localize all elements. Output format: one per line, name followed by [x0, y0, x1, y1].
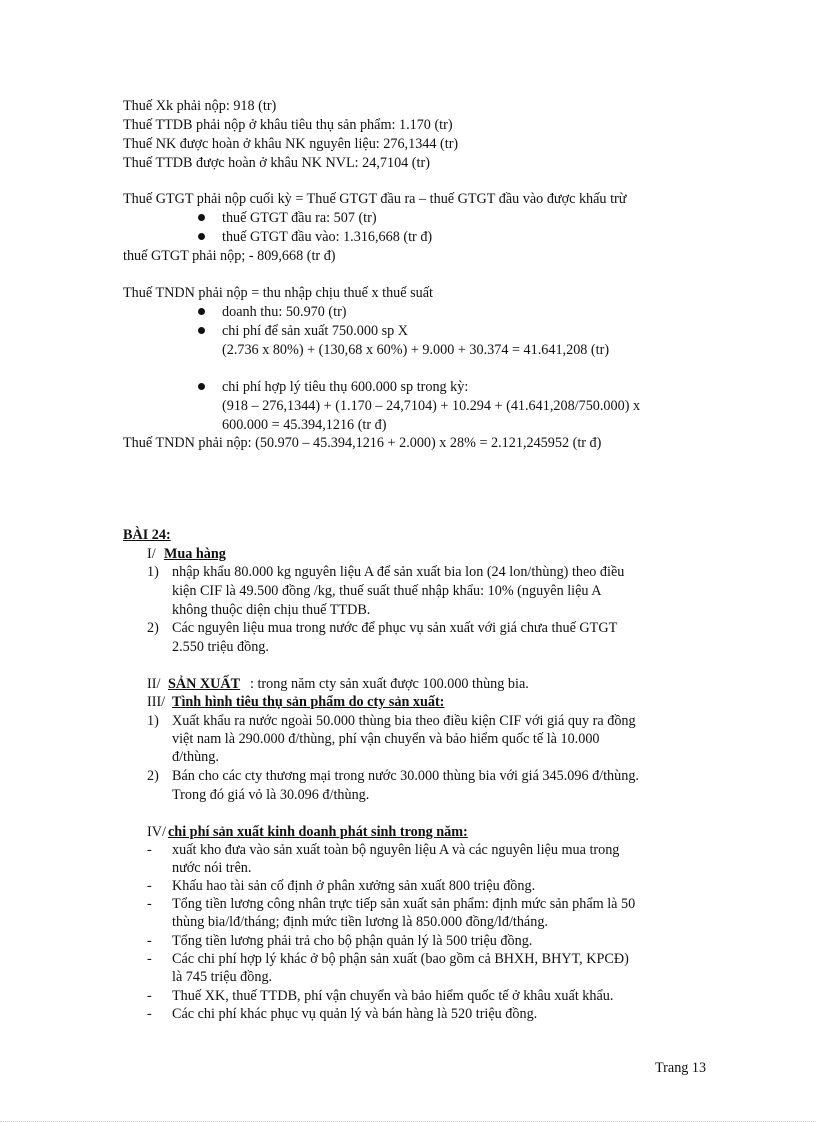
dash-icon: -	[147, 988, 152, 1004]
revenue: doanh thu: 50.970 (tr)	[222, 304, 347, 320]
purchase-2-line-1: Các nguyên liệu mua trong nước để phục vụ sản xuất với giá chưa thuế GTGT	[172, 620, 618, 636]
purchase-1-number: 1)	[147, 564, 159, 580]
cost-production-calc: (2.736 x 80%) + (130,68 x 60%) + 9.000 + 30.374 = 41.641,208 (tr)	[222, 342, 610, 358]
cost-item-4: Tổng tiền lương phải trả cho bộ phận quản lý là 500 triệu đồng.	[172, 933, 533, 949]
section-1-number: I/	[147, 546, 156, 562]
tax-nk-refund: Thuế NK được hoàn ở khâu NK nguyên liệu: 276,1344 (tr)	[123, 136, 459, 152]
sale-2-number: 2)	[147, 768, 159, 784]
section-2-title: SẢN XUẤT	[168, 676, 241, 692]
bullet-icon	[198, 233, 205, 240]
bullet-icon	[198, 383, 205, 390]
tndn-formula: Thuế TNDN phải nộp = thu nhập chịu thuế x thuế suất	[123, 285, 433, 301]
purchase-1-line-1: nhập khẩu 80.000 kg nguyên liệu A để sản xuất bia lon (24 lon/thùng) theo điều	[172, 564, 625, 580]
cost-production: chi phí để sản xuất 750.000 sp X	[222, 323, 408, 339]
section-2-text: : trong năm cty sản xuất được 100.000 thùng bia.	[250, 676, 529, 692]
purchase-1-line-3: không thuộc diện chịu thuế TTDB.	[172, 602, 371, 618]
cost-item-3-line-2: thùng bia/lđ/tháng; định mức tiền lương là 850.000 đồng/lđ/tháng.	[172, 914, 548, 930]
purchase-2-number: 2)	[147, 620, 159, 636]
dash-icon: -	[147, 842, 152, 858]
section-3-number: III/	[147, 694, 166, 710]
sale-2-line-1: Bán cho các cty thương mại trong nước 30.000 thùng bia với giá 345.096 đ/thùng.	[172, 768, 639, 784]
cost-item-6: Thuế XK, thuế TTDB, phí vận chuyển và bảo hiểm quốc tế ở khâu xuất khẩu.	[172, 988, 614, 1004]
bullet-icon	[198, 308, 205, 315]
sale-1-line-3: đ/thùng.	[172, 749, 219, 765]
cost-sold-calc-1: (918 – 276,1344) + (1.170 – 24,7104) + 10.294 + (41.641,208/750.000) x	[222, 398, 641, 414]
bullet-icon	[198, 214, 205, 221]
cost-item-1-line-1: xuất kho đưa vào sản xuất toàn bộ nguyên liệu A và các nguyên liệu mua trong	[172, 842, 620, 858]
cost-item-1-line-2: nước nói trên.	[172, 860, 252, 876]
sale-2-line-2: Trong đó giá vỏ là 30.096 đ/thùng.	[172, 787, 370, 803]
bullet-icon	[198, 327, 205, 334]
tax-xk: Thuế Xk phải nộp: 918 (tr)	[123, 98, 277, 114]
cost-item-7: Các chi phí khác phục vụ quản lý và bán hàng là 520 triệu đồng.	[172, 1006, 538, 1022]
sale-1-number: 1)	[147, 713, 159, 729]
dash-icon: -	[147, 878, 152, 894]
cost-item-2: Khấu hao tài sản cố định ở phân xưởng sản xuất 800 triệu đồng.	[172, 878, 536, 894]
tax-ttdb: Thuế TTDB phải nộp ở khâu tiêu thụ sản phẩm: 1.170 (tr)	[123, 117, 453, 133]
gtgt-input: thuế GTGT đầu vào: 1.316,668 (tr đ)	[222, 229, 433, 245]
section-3-title: Tình hình tiêu thụ sản phẩm do cty sản xuất:	[172, 694, 445, 710]
dash-icon: -	[147, 933, 152, 949]
cost-item-5-line-2: là 745 triệu đồng.	[172, 969, 273, 985]
tax-ttdb-refund: Thuế TTDB được hoàn ở khâu NK NVL: 24,7104 (tr)	[123, 155, 430, 171]
purchase-1-line-2: kiện CIF là 49.500 đồng /kg, thuế suất thuế nhập khẩu: 10% (nguyên liệu A	[172, 583, 602, 599]
sale-1-line-2: việt nam là 290.000 đ/thùng, phí vận chuyển và bảo hiểm quốc tế là 10.000	[172, 731, 600, 747]
page-number: Trang 13	[655, 1060, 707, 1076]
cost-sold-calc-2: 600.000 = 45.394,1216 (tr đ)	[222, 417, 387, 433]
cost-sold: chi phí hợp lý tiêu thụ 600.000 sp trong kỳ:	[222, 379, 469, 395]
section-1-title: Mua hàng	[164, 546, 226, 562]
cost-item-5-line-1: Các chi phí hợp lý khác ở bộ phận sản xuất (bao gồm cả BHXH, BHYT, KPCĐ)	[172, 951, 629, 967]
section-4-number: IV/	[147, 824, 166, 840]
exercise-title: BÀI 24:	[123, 527, 171, 543]
page-border	[0, 1121, 816, 1122]
dash-icon: -	[147, 896, 152, 912]
gtgt-result: thuế GTGT phải nộp; - 809,668 (tr đ)	[123, 248, 336, 264]
cost-item-3-line-1: Tổng tiền lương công nhân trực tiếp sản xuất sản phẩm: định mức sản phẩm là 50	[172, 896, 636, 912]
section-4-title: chi phí sản xuất kinh doanh phát sinh trong năm:	[168, 824, 468, 840]
section-2-number: II/	[147, 676, 161, 692]
sale-1-line-1: Xuất khẩu ra nước ngoài 50.000 thùng bia theo điều kiện CIF với giá quy ra đồng	[172, 713, 636, 729]
dash-icon: -	[147, 1006, 152, 1022]
dash-icon: -	[147, 951, 152, 967]
gtgt-formula: Thuế GTGT phải nộp cuối kỳ = Thuế GTGT đầu ra – thuế GTGT đầu vào được khấu trừ	[123, 191, 627, 207]
purchase-2-line-2: 2.550 triệu đồng.	[172, 639, 269, 655]
gtgt-output: thuế GTGT đầu ra: 507 (tr)	[222, 210, 377, 226]
tndn-result: Thuế TNDN phải nộp: (50.970 – 45.394,1216 + 2.000) x 28% = 2.121,245952 (tr đ)	[123, 435, 602, 451]
